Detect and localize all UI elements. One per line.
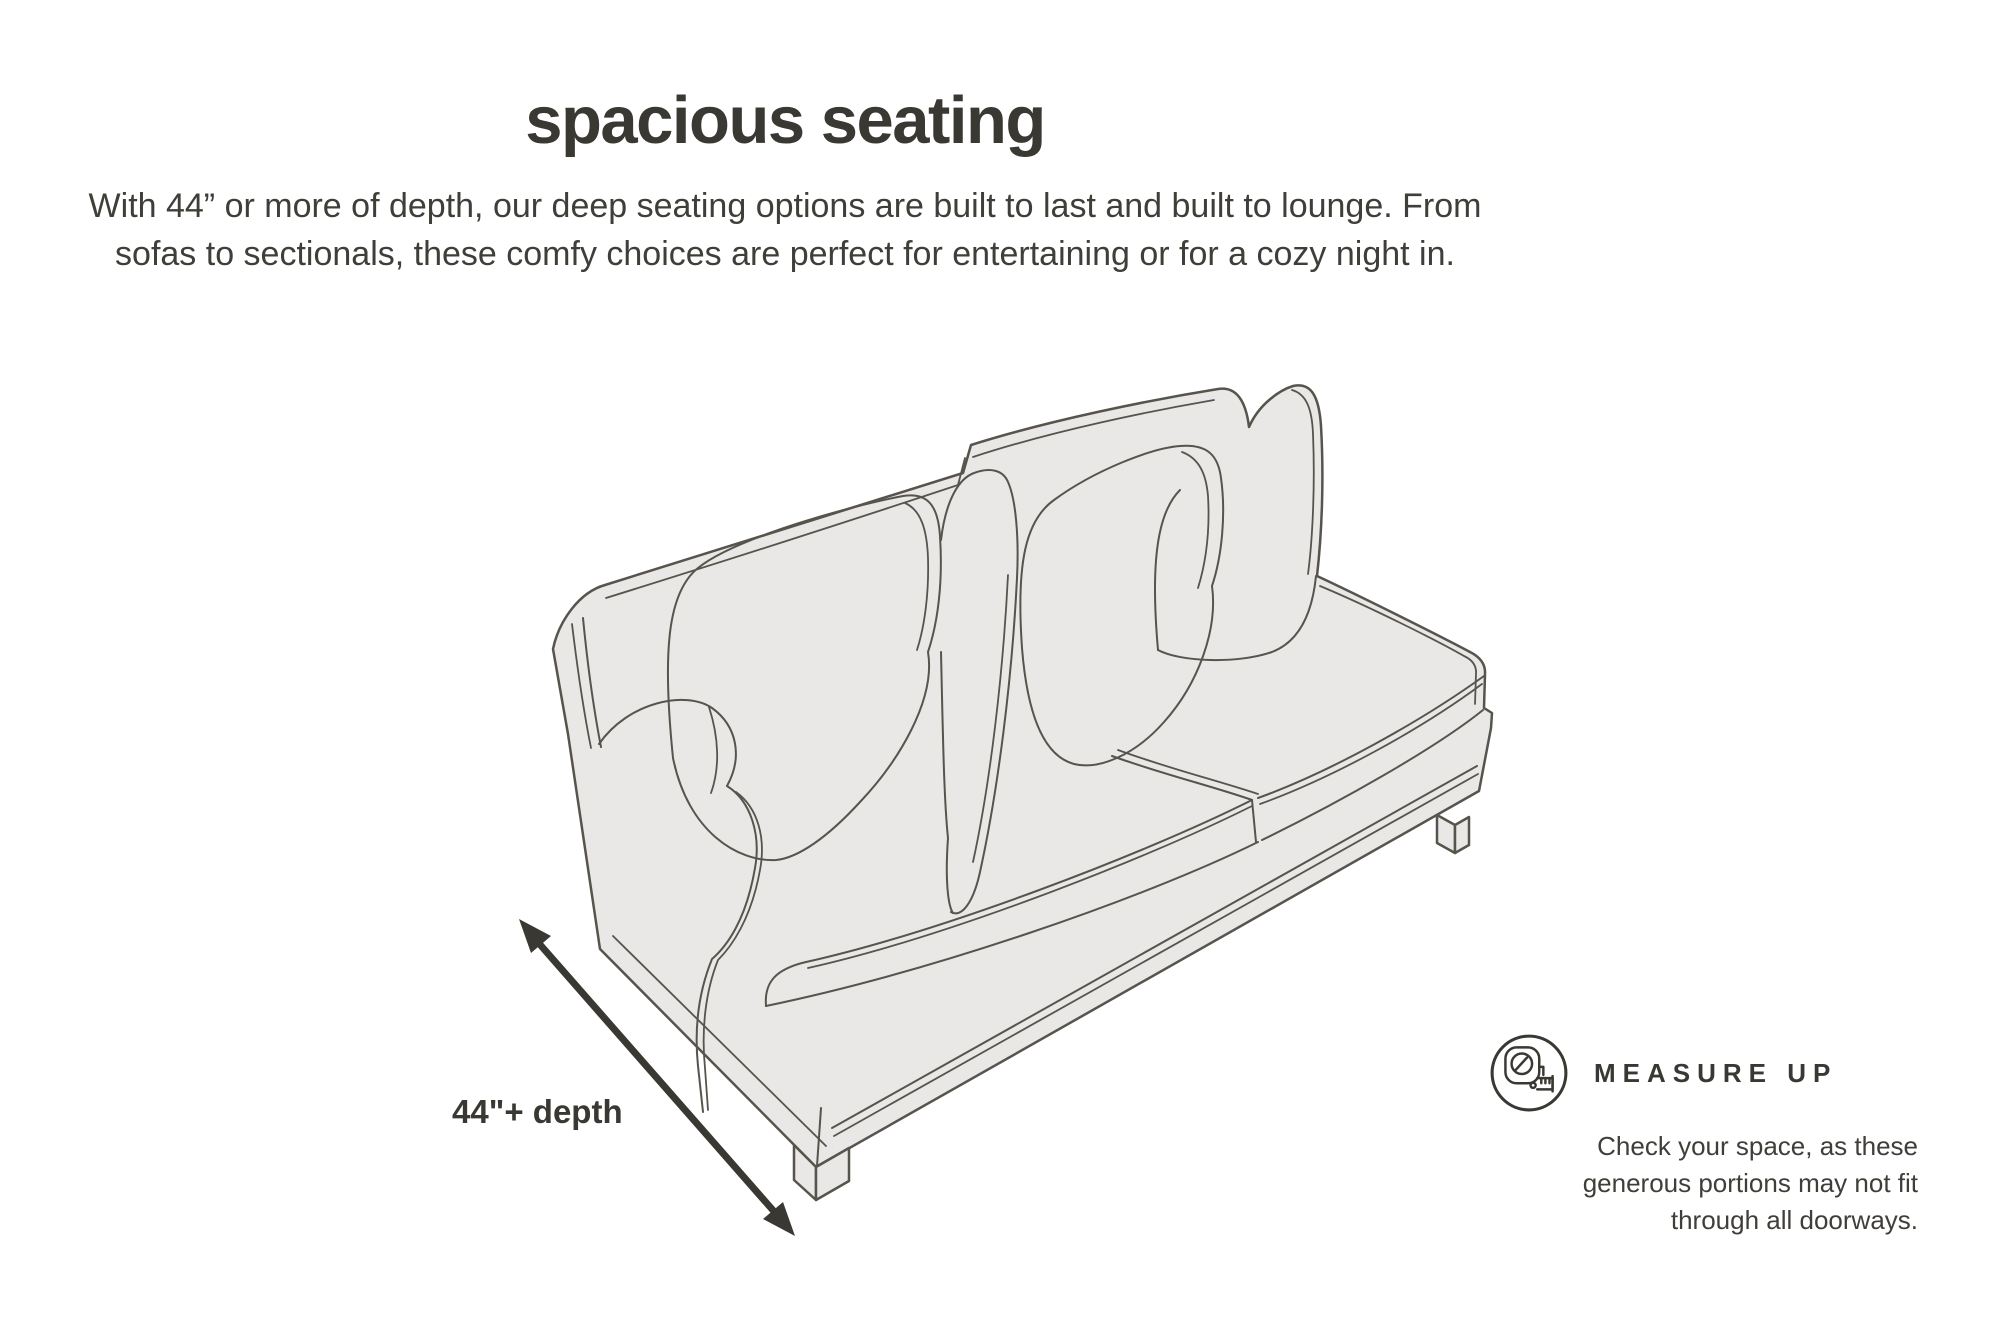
sofa-illustration xyxy=(500,370,1510,1250)
page-description: With 44” or more of depth, our deep seating options are built to last and built to lounge. From sofas to sectionals, these comfy choices are perfect for entertaining or for a cozy night in. xyxy=(88,187,1482,273)
page-title: spacious seating xyxy=(525,83,1045,158)
tape-measure-icon xyxy=(1488,1032,1570,1114)
sofa-right-leg xyxy=(1437,815,1455,853)
measure-up-note: Check your space, as these generous portions may not fit through all doorways. xyxy=(1582,1131,1918,1235)
sofa-line-art xyxy=(553,385,1492,1200)
measure-up-heading: MEASURE UP xyxy=(1594,1057,1838,1088)
measure-up-header xyxy=(1488,1032,1918,1114)
measure-up-section xyxy=(1488,1032,1918,1239)
sofa-right-leg-side xyxy=(1455,817,1469,853)
depth-label: 44"+ depth xyxy=(452,1093,623,1130)
